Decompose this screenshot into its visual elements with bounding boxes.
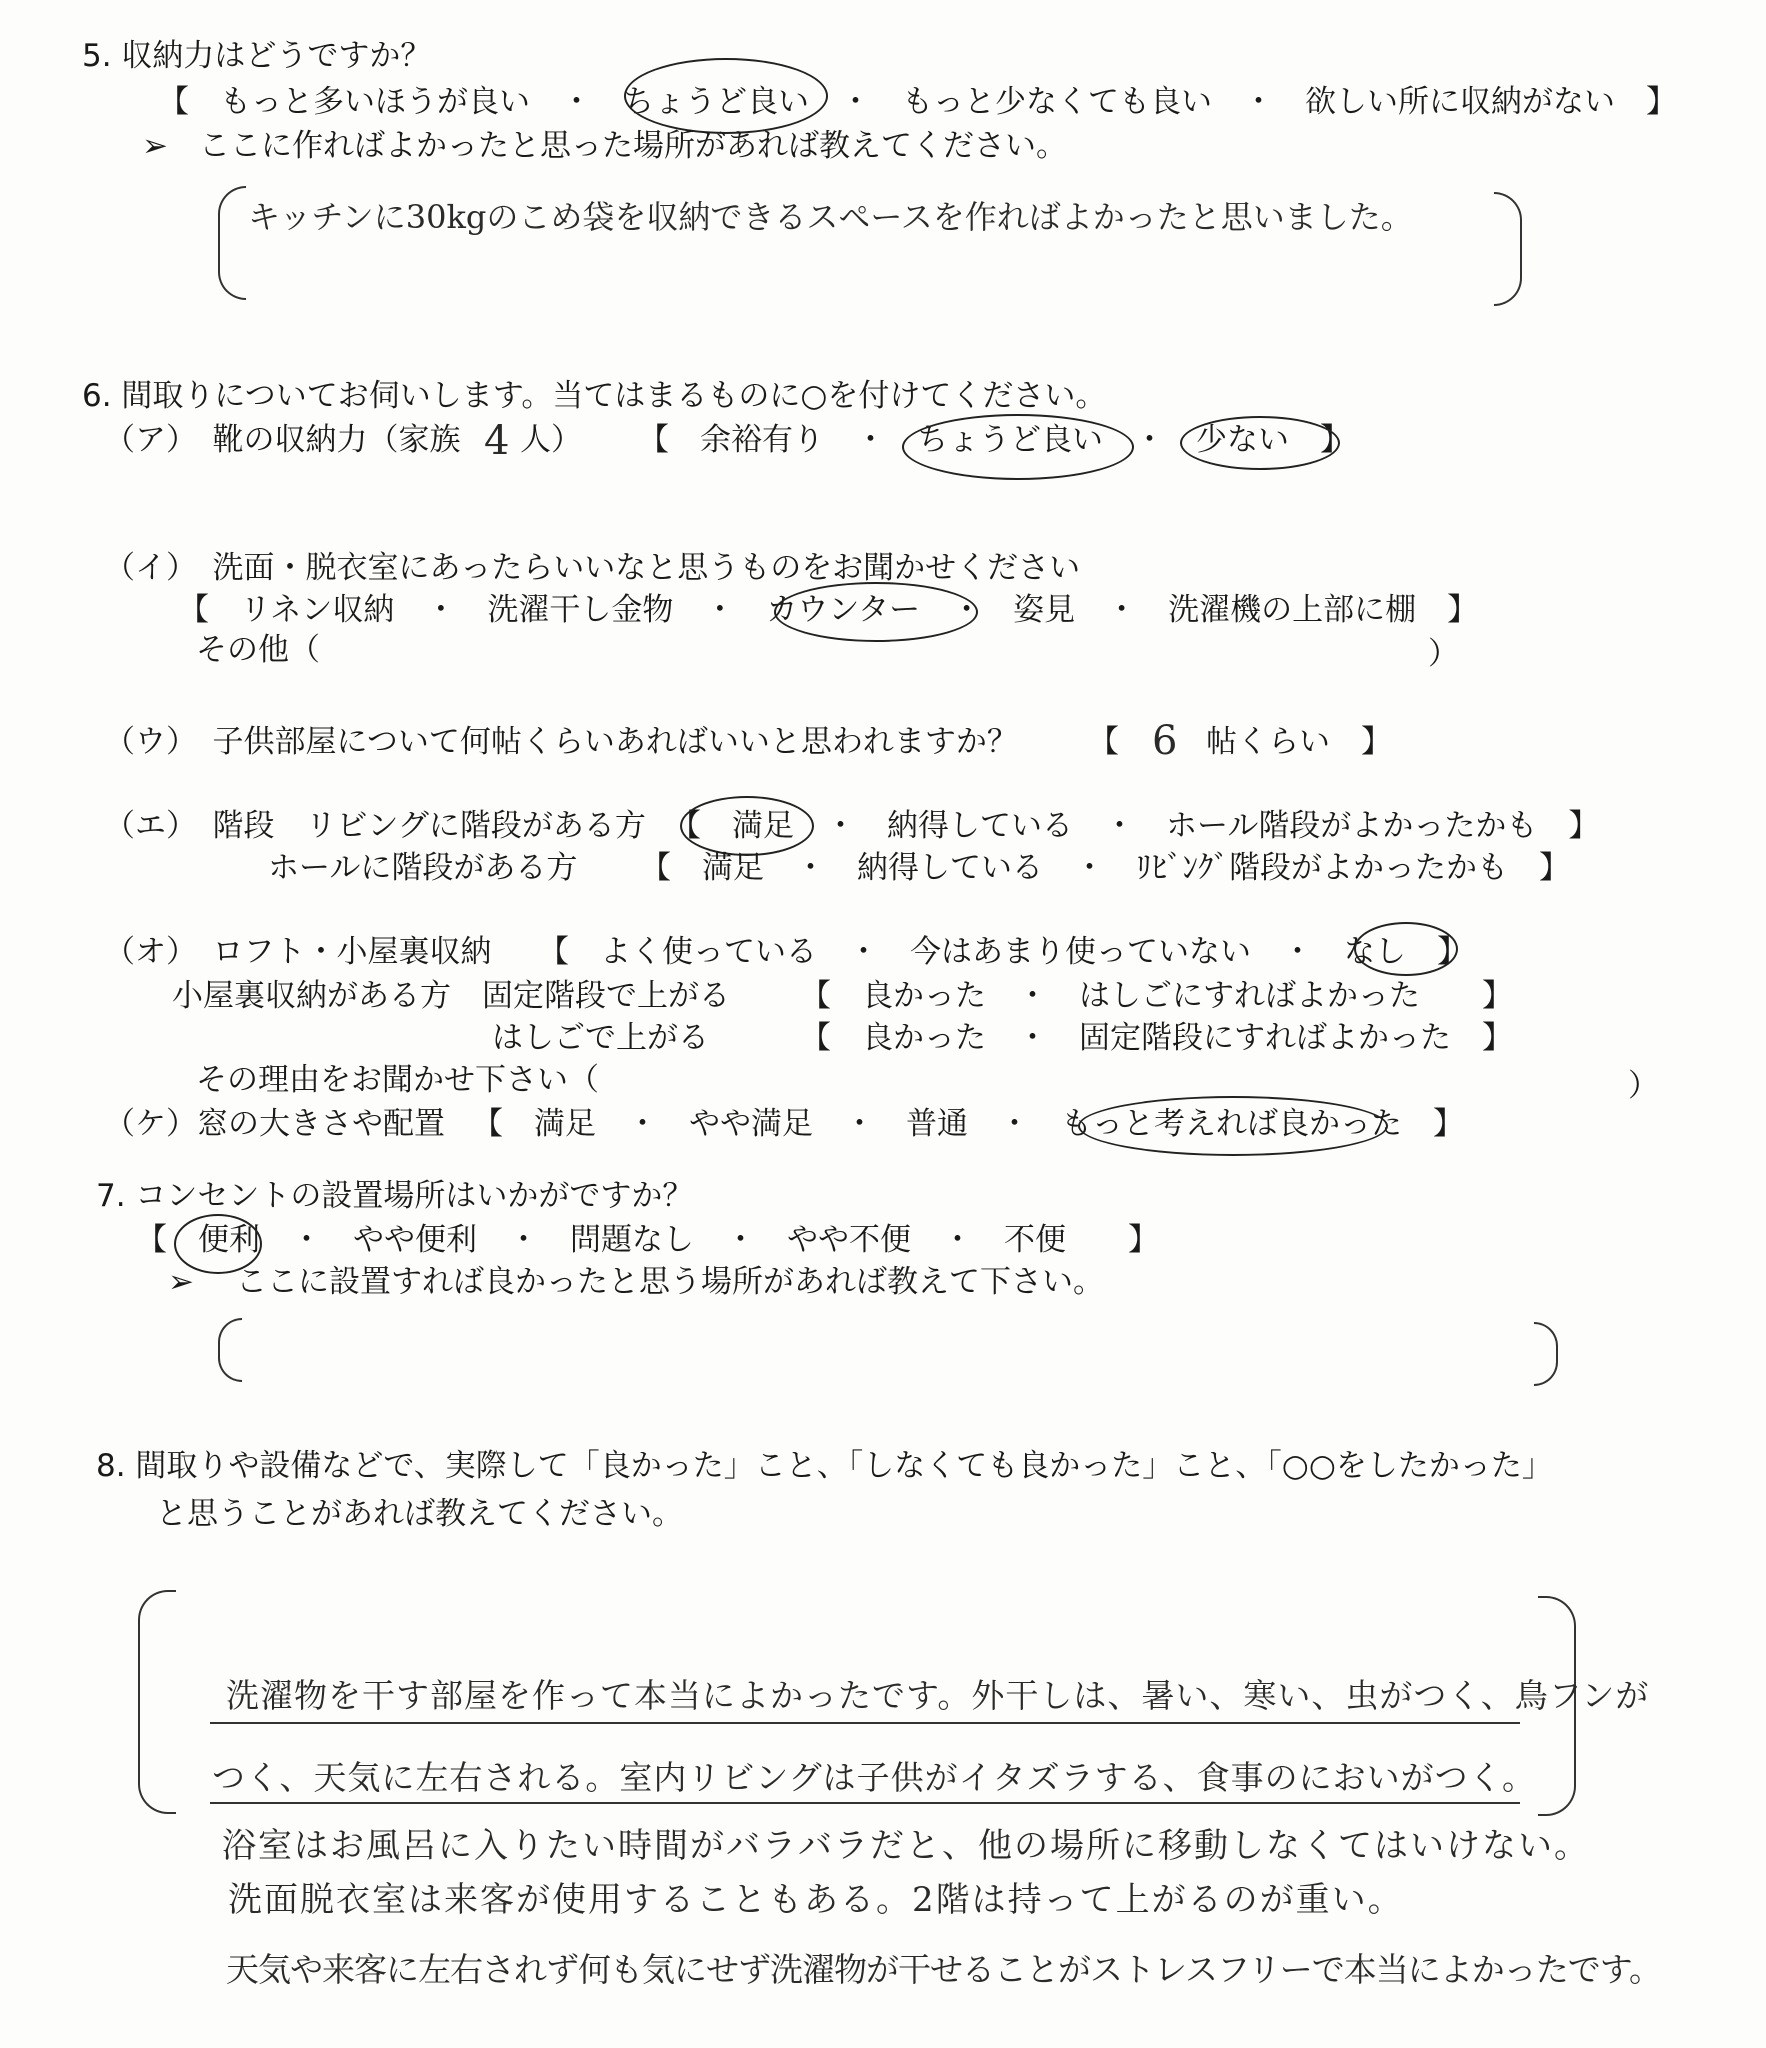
q5-handwritten-answer: キッチンに30kgのこめ袋を収納できるスペースを作ればよかったと思いました。 bbox=[248, 198, 1413, 236]
circle-mark bbox=[1180, 416, 1340, 470]
answer-bracket-right bbox=[1494, 192, 1522, 306]
answer-bracket-left bbox=[218, 1318, 242, 1382]
q6-i-options: 【 リネン収納 ・ 洗濯干し金物 ・ カウンター ・ 姿見 ・ 洗濯機の上部に棚 】 bbox=[178, 592, 1479, 628]
q6-u-value: 6 bbox=[1152, 718, 1180, 764]
q6-i-other-close: ） bbox=[1428, 636, 1459, 672]
q6-u-unit: 帖くらい 】 bbox=[1206, 724, 1392, 760]
circle-mark bbox=[774, 582, 978, 642]
answer-bracket-left bbox=[218, 186, 246, 300]
q6-a-label: （ア） 靴の収納力（家族 bbox=[104, 422, 461, 458]
q8-answer-line-3: 浴室はお風呂に入りたい時間がバラバラだと、他の場所に移動しなくてはいけない。 bbox=[222, 1826, 1590, 1866]
q8-answer-line-5: 天気や来客に左右されず何も気にせず洗濯物が干せることがストレスフリーで本当によかったです。 bbox=[226, 1950, 1662, 1989]
q6-e-label2: ホールに階段がある方 bbox=[268, 850, 578, 886]
q7-sub: ここに設置すれば良かったと思う場所があれば教えて下さい。 bbox=[236, 1264, 1104, 1300]
q8-title: 8. 間取りや設備などで、実際して「良かった」こと、「しなくても良かった」こと、「○○をしたかった」 bbox=[96, 1448, 1553, 1484]
q8-title2: と思うことがあれば教えてください。 bbox=[156, 1496, 683, 1532]
q6-o-reason-close: ） bbox=[1628, 1068, 1659, 1104]
q6-u-label: （ウ） 子供部屋について何帖くらいあればいいと思われますか？ bbox=[104, 724, 1018, 760]
q5-options: 【 もっと多いほうが良い ・ ちょうど良い ・ もっと少なくても良い ・ 欲しい所に収納がない 】 bbox=[158, 84, 1677, 120]
answer-underline bbox=[210, 1722, 1520, 1724]
circle-mark bbox=[680, 796, 814, 856]
circle-mark bbox=[902, 414, 1134, 480]
q6-o-sub2-options: 【 良かった ・ 固定階段にすればよかった 】 bbox=[800, 1020, 1513, 1056]
q6-o-sub2-label: はしごで上がる bbox=[492, 1020, 709, 1056]
q8-answer-line-1: 洗濯物を干す部屋を作って本当によかったです。外干しは、暑い、寒い、虫がつく、鳥フンが bbox=[226, 1676, 1650, 1715]
q6-e-label: （エ） 階段 リビングに階段がある方 bbox=[104, 808, 646, 844]
q6-a-family-count: 4 bbox=[484, 418, 512, 464]
q6-e-options2: 【 満足 ・ 納得している ・ ﾘﾋﾞﾝｸﾞ階段がよかったかも 】 bbox=[640, 850, 1570, 886]
q6-a-options: 【 余裕有り ・ ちょうど良い ・ 少ない 】 bbox=[638, 422, 1351, 458]
q5-title: 5. 収納力はどうですか？ bbox=[82, 38, 432, 74]
q7-options: 【 便利 ・ やや便利 ・ 問題なし ・ やや不便 ・ 不便 】 bbox=[136, 1222, 1159, 1258]
q8-answer-line-4: 洗面脱衣室は来客が使用することもある。2階は持って上がるのが重い。 bbox=[228, 1880, 1404, 1920]
answer-bracket-left bbox=[138, 1590, 176, 1814]
q6-e-options1: 【 満足 ・ 納得している ・ ホール階段がよかったかも 】 bbox=[670, 808, 1600, 844]
q8-answer-line-2: つく、天気に左右される。室内リビングは子供がイタズラする、食事のにおいがつく。 bbox=[212, 1758, 1537, 1797]
q6-ke-label: （ケ）窓の大きさや配置 bbox=[104, 1106, 445, 1142]
q6-o-options: 【 よく使っている ・ 今はあまり使っていない ・ なし 】 bbox=[538, 934, 1468, 970]
q6-o-sub1-label: 小屋裏収納がある方 固定階段で上がる bbox=[172, 978, 730, 1014]
q6-a-unit: 人） bbox=[520, 422, 582, 458]
q6-ke-options: 【 満足 ・ やや満足 ・ 普通 ・ もっと考えれば良かった 】 bbox=[472, 1106, 1464, 1142]
q7-title: 7. コンセントの設置場所はいかがですか？ bbox=[96, 1178, 694, 1214]
q6-i-label: （イ） 洗面・脱衣室にあったらいいなと思うものをお聞かせください bbox=[104, 550, 1081, 586]
q6-i-other: その他（ bbox=[196, 632, 320, 668]
circle-mark bbox=[624, 58, 828, 134]
circle-mark bbox=[1354, 922, 1458, 976]
q6-u-open: 【 bbox=[1088, 724, 1119, 760]
answer-underline bbox=[210, 1802, 1520, 1804]
q6-o-sub1-options: 【 良かった ・ はしごにすればよかった 】 bbox=[800, 978, 1513, 1014]
answer-bracket-right bbox=[1534, 1322, 1558, 1386]
q7-sub-arrow: ➢ bbox=[168, 1264, 194, 1300]
q6-title: 6. 間取りについてお伺いします。当てはまるものに○を付けてください。 bbox=[82, 378, 1107, 414]
q6-o-reason: その理由をお聞かせ下さい（ bbox=[196, 1062, 599, 1098]
q6-o-label: （オ） ロフト・小屋裏収納 bbox=[104, 934, 492, 970]
q5-sub: ➢ ここに作ればよかったと思った場所があれば教えてください。 bbox=[142, 128, 1067, 164]
circle-mark bbox=[1078, 1096, 1388, 1156]
